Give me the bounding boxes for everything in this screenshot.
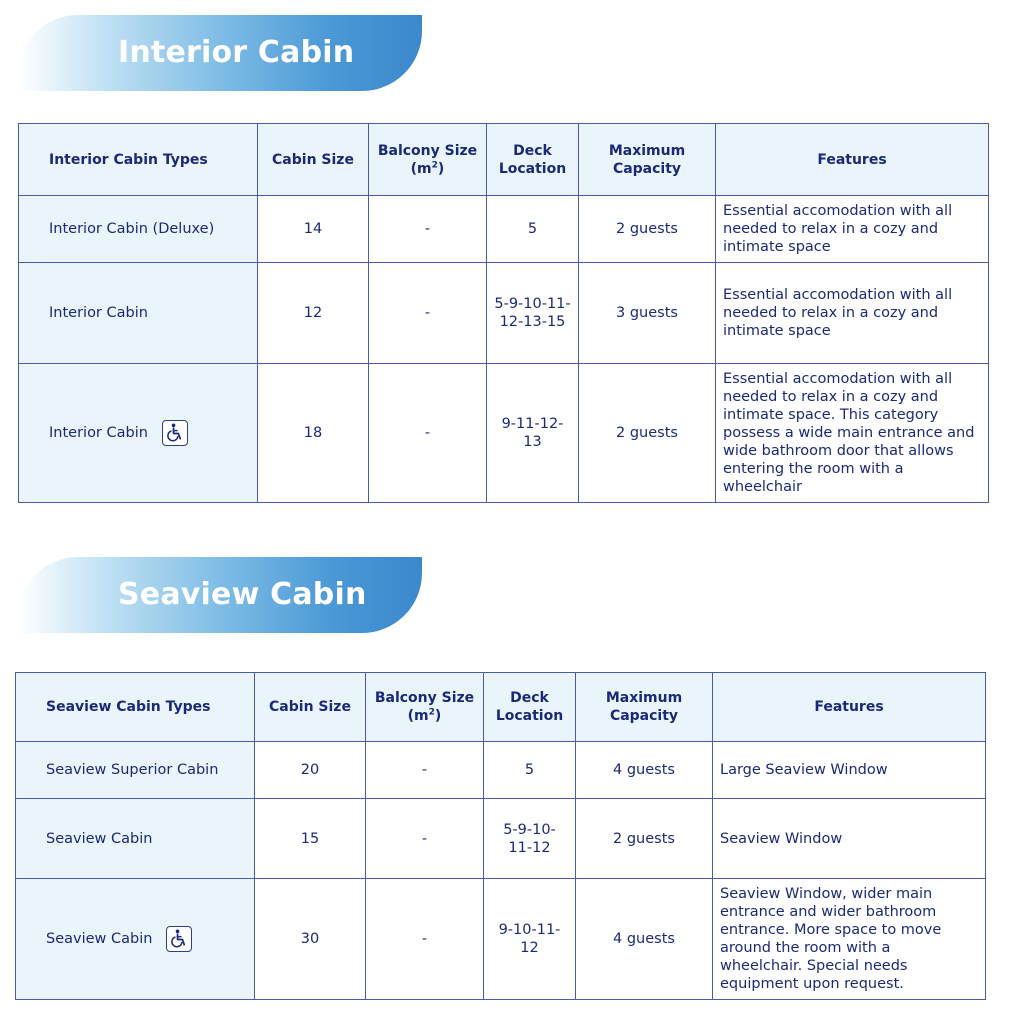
max-capacity: 4 guests	[576, 742, 713, 799]
header-cabin-size: Cabin Size	[255, 673, 366, 742]
cabin-type: Seaview Superior Cabin	[16, 742, 255, 799]
max-capacity: 2 guests	[579, 364, 716, 503]
balcony-size: -	[366, 799, 484, 879]
table-row	[16, 799, 986, 879]
table-row	[19, 196, 989, 263]
table-row	[19, 263, 989, 364]
balcony-size: -	[369, 196, 487, 263]
header-features: Features	[716, 124, 989, 196]
deck-location: 9-10-11-12	[484, 879, 576, 1000]
deck-location: 5-9-10- 11-12	[484, 799, 576, 879]
features: Large Seaview Window	[713, 742, 986, 799]
deck-location: 5	[484, 742, 576, 799]
header-features: Features	[713, 673, 986, 742]
interior-cabin-banner	[18, 15, 422, 91]
table-header-row	[19, 124, 989, 196]
wheelchair-icon	[166, 926, 192, 952]
max-capacity: 4 guests	[576, 879, 713, 1000]
cabin-size: 18	[258, 364, 369, 503]
max-capacity: 2 guests	[579, 196, 716, 263]
header-cabin-types: Interior Cabin Types	[19, 124, 258, 196]
cabin-size: 14	[258, 196, 369, 263]
header-balcony-label: Balcony Size	[374, 690, 475, 706]
header-balcony-unit: $(m^2)$	[407, 707, 442, 724]
header-balcony-unit: $(m^2)$	[410, 159, 445, 177]
cabin-type	[16, 879, 255, 1000]
header-balcony-label: Balcony Size	[377, 142, 478, 159]
cabin-size: 12	[258, 263, 369, 364]
deck-location: 5	[487, 196, 579, 263]
header-balcony-size	[366, 673, 484, 742]
interior-cabin-title: Interior Cabin	[118, 35, 355, 70]
table-row	[16, 879, 986, 1000]
max-capacity: 3 guests	[579, 263, 716, 364]
features: Essential accomodation with all needed to relax in a cozy and intimate space	[716, 196, 989, 263]
seaview-cabin-title: Seaview Cabin	[118, 577, 367, 612]
deck-location: 9-11-12-13	[487, 364, 579, 503]
deck-location: 5-9-10-11- 12-13-15	[487, 263, 579, 364]
cabin-type: Interior Cabin (Deluxe)	[19, 196, 258, 263]
features: Seaview Window	[713, 799, 986, 879]
balcony-size: -	[366, 742, 484, 799]
header-deck-location: Deck Location	[484, 673, 576, 742]
balcony-size: -	[369, 263, 487, 364]
header-maximum-capacity: Maximum Capacity	[576, 673, 713, 742]
cabin-size: 30	[255, 879, 366, 1000]
balcony-size: -	[369, 364, 487, 503]
features: Essential accomodation with all needed to relax in a cozy and intimate space	[716, 263, 989, 364]
table-header-row	[16, 673, 986, 742]
table-row	[19, 364, 989, 503]
features: Essential accomodation with all needed to relax in a cozy and intimate space. This category possess a wide main entrance and wide bathroom door that allows entering the room with a wheelchair	[716, 364, 989, 503]
features: Seaview Window, wider main entrance and wider bathroom entrance. More space to move around the room with a wheelchair. Special needs equipment upon request.	[713, 879, 986, 1000]
cabin-size: 15	[255, 799, 366, 879]
header-deck-location: Deck Location	[487, 124, 579, 196]
cabin-type	[19, 364, 258, 503]
header-cabin-size: Cabin Size	[258, 124, 369, 196]
header-balcony-size	[369, 124, 487, 196]
seaview-cabin-table	[15, 672, 986, 1000]
table-row	[16, 742, 986, 799]
cabin-type: Seaview Cabin	[16, 799, 255, 879]
interior-cabin-table	[18, 123, 989, 503]
cabin-type: Interior Cabin	[19, 263, 258, 364]
cabin-type-label: Seaview Cabin	[46, 931, 153, 947]
cabin-size: 20	[255, 742, 366, 799]
balcony-size: -	[366, 879, 484, 1000]
header-cabin-types: Seaview Cabin Types	[16, 673, 255, 742]
max-capacity: 2 guests	[576, 799, 713, 879]
header-maximum-capacity: Maximum Capacity	[579, 124, 716, 196]
cabin-type-label: Interior Cabin	[49, 425, 148, 441]
seaview-cabin-banner	[18, 557, 422, 633]
wheelchair-icon	[162, 420, 188, 446]
